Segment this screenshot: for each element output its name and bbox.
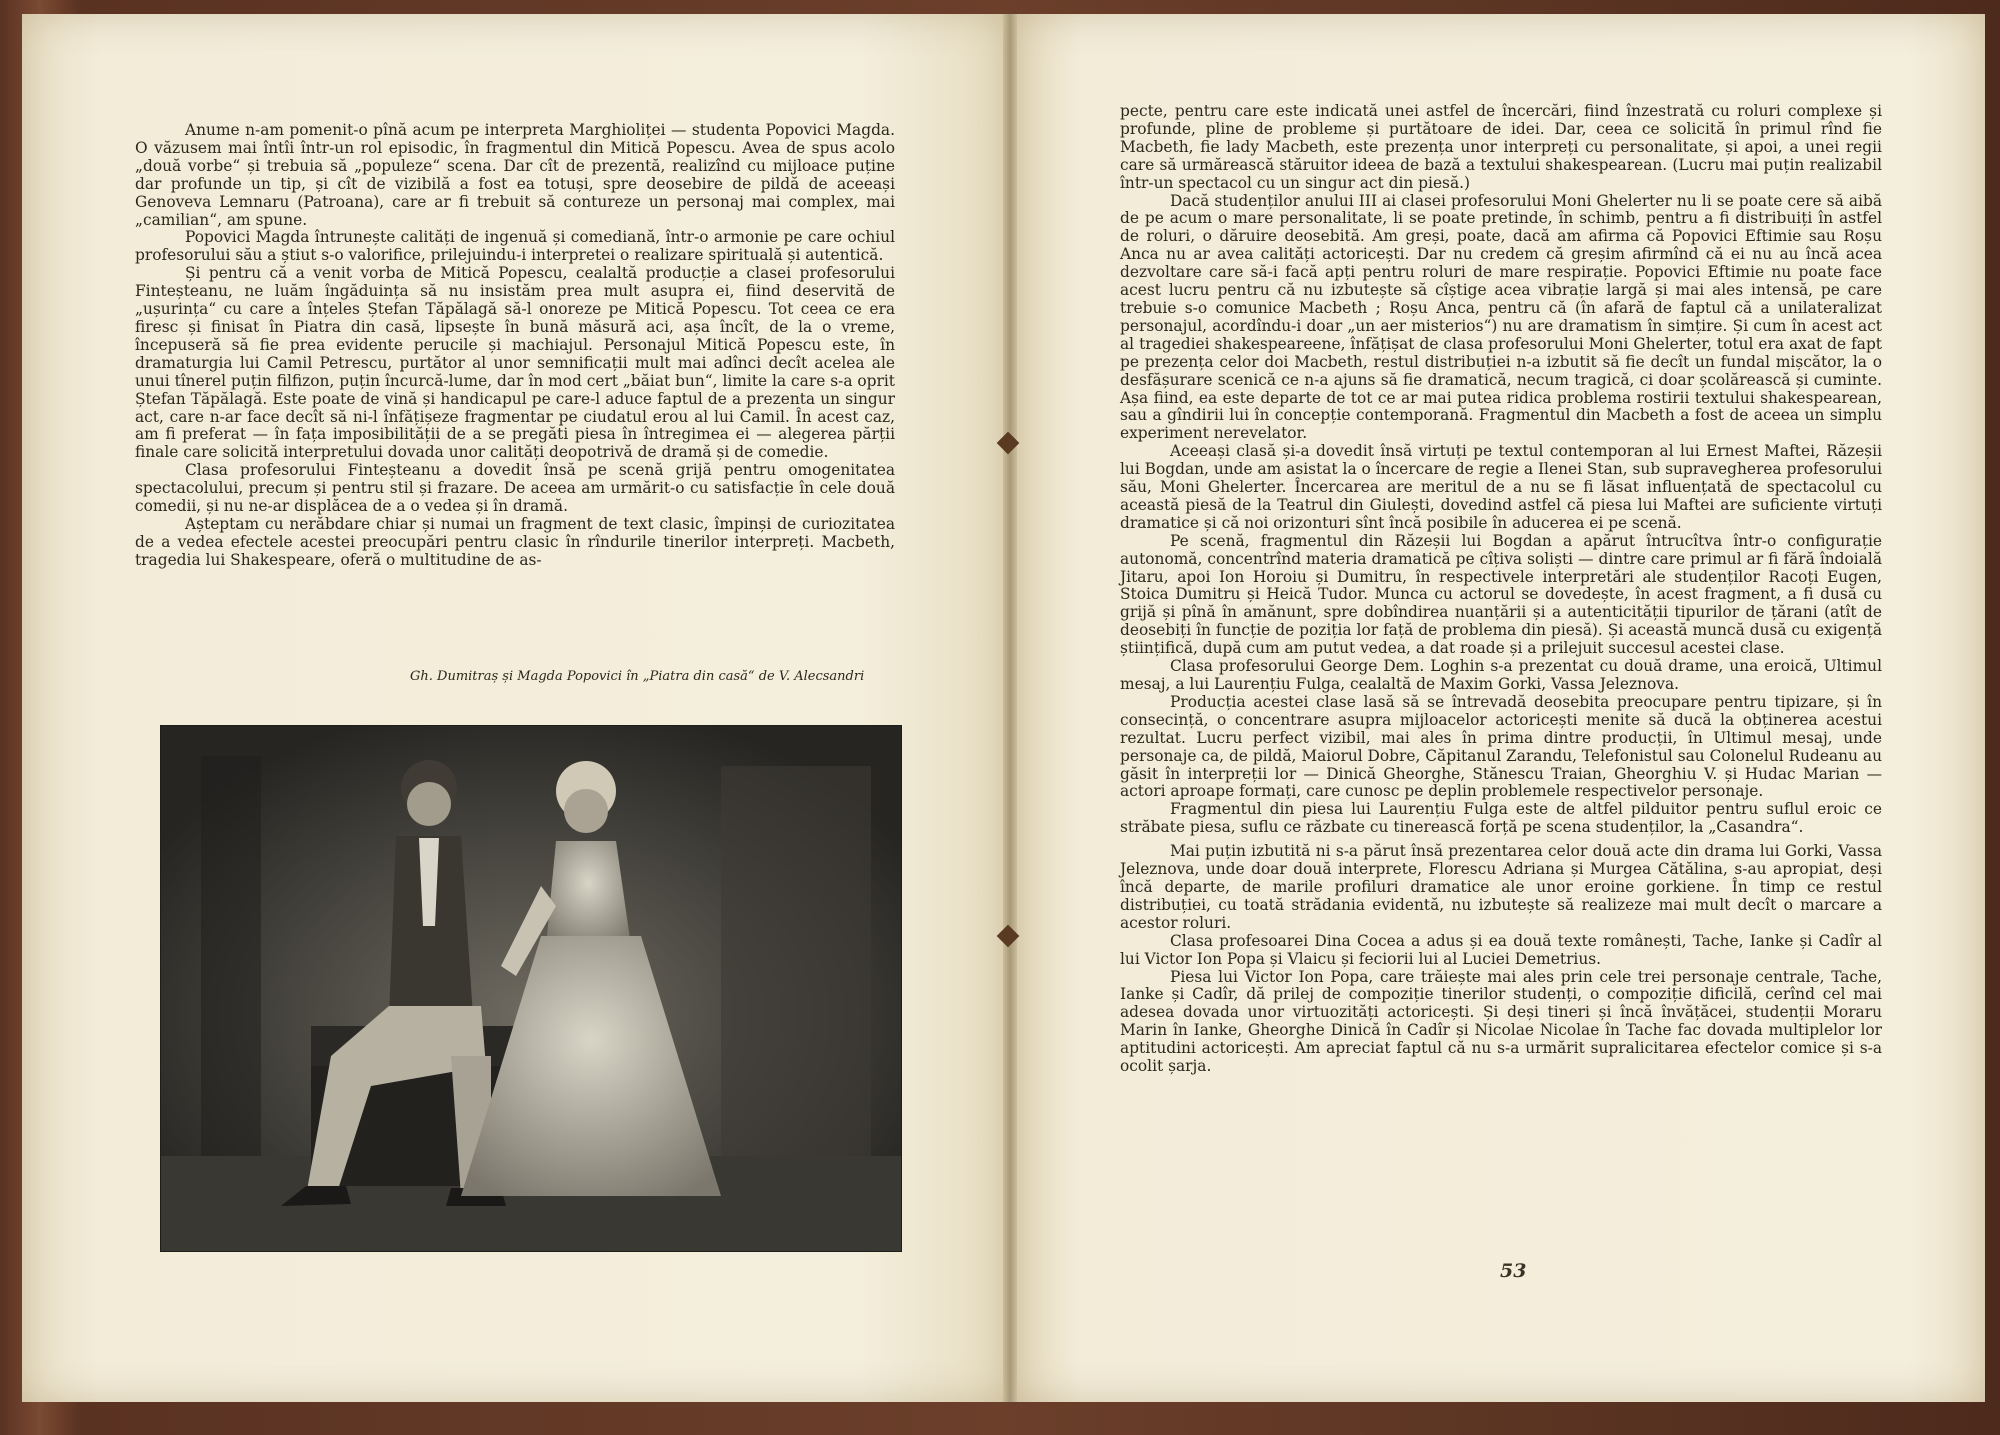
- paragraph: pecte, pentru care este indicată unei astfel de încercări, fiind înzestrată cu roluri complexe și profunde, pline de probleme și purtătoare de idei. Dar, ceea ce solicită în primul rînd fie Macbeth, fie lady Macbeth, este prezența unor interpreți cu personalitate, și apoi, a unei regii care să urmărească stăruitor ideea de bază a textului shakespearean. (Lucru mai puțin realizabil într-un spectacol cu un singur act din piesă.): [1120, 102, 1882, 192]
- paragraph: Fragmentul din piesa lui Laurențiu Fulga este de altfel pilduitor pentru suflul eroic ce străbate piesa, suflu ce răzbate cu tinerească forță pe scena studenților, la „Casandra“.: [1120, 800, 1882, 837]
- paragraph: Și pentru că a venit vorba de Mitică Popescu, cealaltă producție a clasei profesorului Finteșteanu, ne luăm îngăduința să nu insistăm prea mult asupra ei, fiind deservită de „ușurința“ cu care a înțeles Ștefan Tăpălagă să-l onoreze pe Mitică Popescu. Tot ceea ce era firesc și finisat în Piatra din casă, lipsește în bună măsură aci, așa încît, de la o vreme, începuseră să fie prea evidente perucile și machiajul. Personajul Mitică Popescu este, în dramaturgia lui Camil Petrescu, purtător al unor semnificații mult mai adînci decît acelea ale unui tînerel puțin filfizon, puțin încurcă-lume, dar în mod cert „băiat bun“, limite la care s-a oprit Ștefan Tăpălagă. Este poate de vină și handicapul pe care-l aduce faptul de a prezenta un singur act, care n-ar face decît să ni-l înfățișeze fragmentar pe ciudatul erou al lui Camil. În acest caz, am fi preferat — în fața imposibilității de a se pregăti piesa în întregimea ei — alegerea părții finale care solicită interpretului dovada unor calități deopotrivă de dramă și de comedie.: [135, 264, 895, 462]
- paragraph: Clasa profesorului Finteșteanu a dovedit însă pe scenă grijă pentru omogenitatea spectacolului, precum și pentru stil și frazare. De aceea am urmărit-o cu satisfacție în cele două comedii, și nu ne-ar displăcea de a o vedea și în dramă.: [135, 461, 895, 516]
- book-gutter: [1003, 14, 1017, 1402]
- paragraph: Clasa profesorului George Dem. Loghin s-a prezentat cu două drame, una eroică, Ultimul mesaj, a lui Laurențiu Fulga, cealaltă de Maxim Gorki, Vassa Jeleznova.: [1120, 657, 1882, 693]
- paragraph: Pe scenă, fragmentul din Răzeșii lui Bogdan a apărut întrucîtva într-o configurație autonomă, concentrînd materia dramatică pe cîțiva soliști — dintre care primul ar fi fără îndoială Jitaru, apoi Ion Horoiu și Dumitru, în respectivele interpretări ale studenților Racoți Eugen, Stoica Dumitru și Heică Tudor. Munca cu actorul se dovedește, în acest fragment, a fi dusă cu grijă și pînă în amănunt, spre dobîndirea nuanțării și a autenticității tipurilor de țărani (atît de deosebiți în funcție de poziția lor față de problema din piesă). Și această muncă dusă cu exigență științifică, după cum am putut vedea, a dat roade și a prilejuit succesul acestei clase.: [1120, 531, 1882, 658]
- paragraph: Mai puțin izbutită ni s-a părut însă prezentarea celor două acte din drama lui Gorki, Vassa Jeleznova, unde doar două interprete, Florescu Adriana și Murgea Cătălina, s-au apropiat, deși încă departe, de marile profiluri dramatice ale unor eroine gorkiene. În timp ce restul distribuției, cu toată strădania evidentă, nu izbutește să realizeze mai mult decît o marcare a acestor roluri.: [1120, 842, 1882, 932]
- paragraph: Așteptam cu nerăbdare chiar și numai un fragment de text clasic, împinși de curiozitatea de a vedea efectele acestei preocupări pentru clasic în rîndurile tinerilor interpreți. Macbeth, tragedia lui Shakespeare, oferă o multitudine de as-: [135, 514, 895, 569]
- right-text-column: [1120, 103, 1882, 1076]
- paragraph: Dacă studenților anului III ai clasei profesorului Moni Ghelerter nu li se poate cere să aibă de pe acum o mare personalitate, li se poate pretinde, în schimb, pentru a fi distribuiți în astfel de roluri, o dăruire deosebită. Am greși, poate, dacă am afirma că Popovici Eftimie sau Roșu Anca nu ar avea calități actoricești. Dar nu credem că greșim afirmînd că ei nu au încă acea dezvoltare care să-i facă apți pentru roluri de mare respirație. Popovici Eftimie nu poate face acest lucru pentru că nu izbutește să cîștige acea vibrație largă și mai ales intensă, pe care trebuie s-o comunice Macbeth ; Roșu Anca, pentru că (în afară de faptul că a unilateralizat personajul, acordîndu-i doar „un aer misterios“) nu are dramatism în simțire. Și cum în acest act al tragediei shakespeareene, înfățișat de clasa profesorului Moni Ghelerter, totul era axat de fapt pe prezența celor doi Macbeth, restul distribuției n-a izbutit să fie decît un fundal mișcător, la o desfășurare scenică ce n-a ajuns să fie dramatică, necum tragică, ci doar școlărească și cuminte. Așa fiind, ea este departe de tot ce ar mai putea ridica problema rostirii textului shakespearean, sau a gîndirii lui în concepție contemporană. Fragmentul din Macbeth a fost de aceea un simplu experiment nerevelator.: [1120, 191, 1882, 443]
- paragraph: Piesa lui Victor Ion Popa, care trăiește mai ales prin cele trei personaje centrale, Tache, Ianke și Cadîr, dă prilej de compoziție tinerilor studenți, o compoziție dificilă, cerînd cel mai adesea dovada unor virtuozități actoricești. Și deși tineri și încă învățăcei, studenții Moraru Marin în Ianke, Gheorghe Dinică în Cadîr și Nicolae Nicolae în Tache fac dovada multiplelor lor aptitudini actoricești. Am apreciat faptul că nu s-a urmărit supralicitarea efectelor comice și s-a ocolit șarja.: [1120, 967, 1882, 1076]
- paragraph: Popovici Magda întrunește calități de ingenuă și comediană, într-o armonie pe care ochiul profesorului său a știut s-o valorifice, prilejuindu-i interpretei o realizare spirituală și autentică.: [135, 228, 895, 265]
- left-text-column: [135, 122, 895, 570]
- paragraph: Producția acestei clase lasă să se întrevadă deosebita preocupare pentru tipizare, și în consecință, o concentrare asupra mijloacelor actoricești menite să ducă la obținerea acestui rezultat. Lucru perfect vizibil, mai ales în prima dintre producții, în Ultimul mesaj, unde personaje ca, de pildă, Maiorul Dobre, Căpitanul Zarandu, Telefonistul sau Colonelul Rudeanu au găsit în interpreții lor — Dinică Gheorghe, Stănescu Traian, Gheorghiu V. și Hudac Marian — actori aproape formați, care cunosc pe deplin problemele respectivelor personaje.: [1120, 692, 1882, 801]
- page-number: 53: [1500, 1260, 1527, 1282]
- paragraph: Aceeași clasă și-a dovedit însă virtuți pe textul contemporan al lui Ernest Maftei, Răzeșii lui Bogdan, unde am asistat la o încercare de regie a Ilenei Stan, sub supravegherea profesorului său, Moni Ghelerter. Încercarea are meritul de a nu se fi lăsat influențată de spectacolul cu această piesă de la Teatrul din Giulești, dovedind astfel că piesa lui Maftei are suficiente virtuți dramatice și că noi orizonturi sînt încă posibile în aducerea ei pe scenă.: [1120, 442, 1882, 532]
- photo-caption: Gh. Dumitraș și Magda Popovici în „Piatra din casă“ de V. Alecsandri: [410, 669, 865, 684]
- paragraph: Anume n-am pomenit-o pînă acum pe interpreta Marghioliței — studenta Popovici Magda. O văzusem mai întîi într-un rol episodic, în fragmentul din Mitică Popescu. Avea de spus acolo „două vorbe“ și trebuia să „populeze“ scena. Dar cît de prezentă, realizînd cu mijloace puține dar profunde un tip, și cît de vizibilă a fost ea totuși, spre deosebire de pildă de aceeași Genoveva Lemnaru (Patroana), care ar fi trebuit să contureze un personaj mai complex, mai „camilian“, am spune.: [135, 121, 895, 229]
- paragraph: Clasa profesoarei Dina Cocea a adus și ea două texte românești, Tache, Ianke și Cadîr al lui Victor Ion Popa și Vlaicu și feciorii lui al Luciei Demetrius.: [1120, 931, 1882, 968]
- stage-photo-illustration: [161, 726, 901, 1251]
- stage-photo: [160, 725, 902, 1252]
